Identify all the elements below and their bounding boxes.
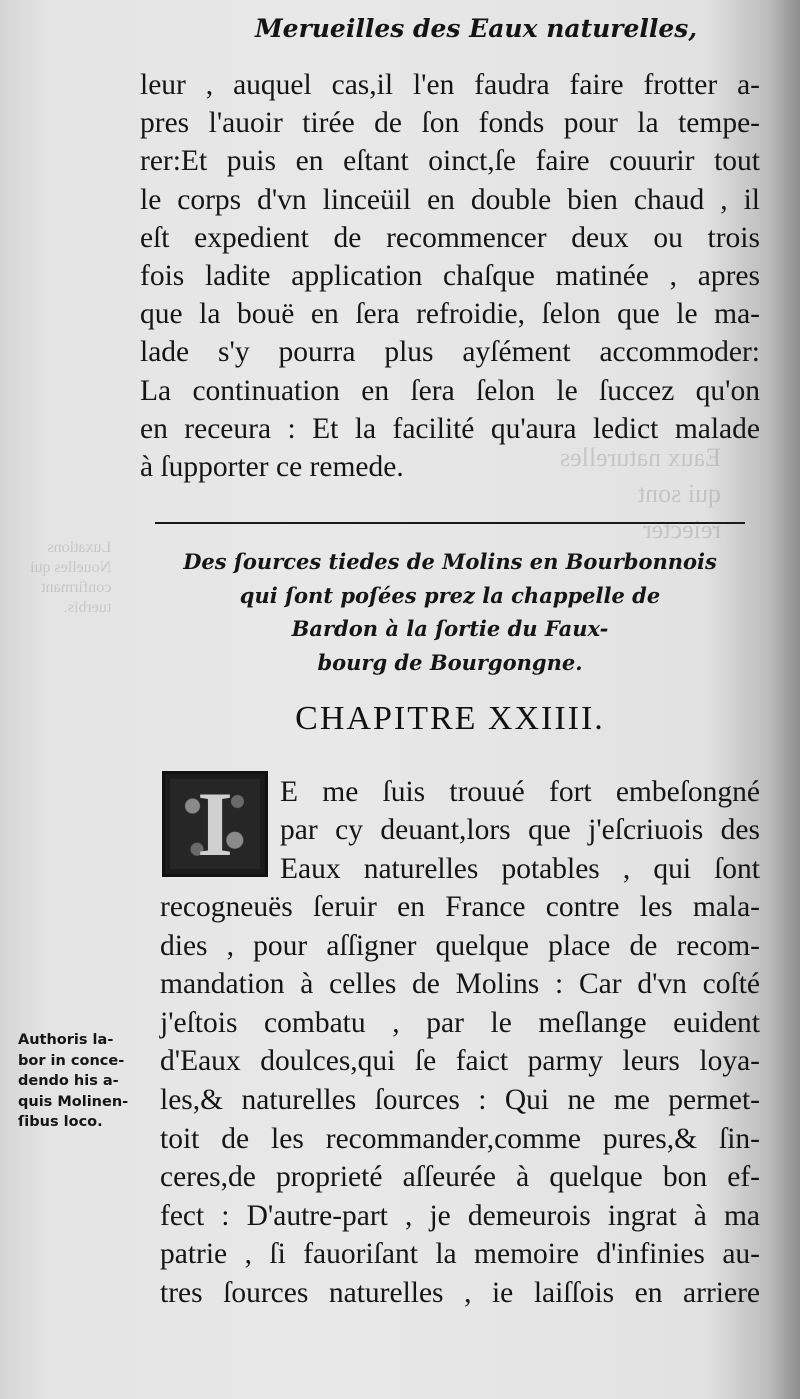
text-line: d'Eaux doulces,qui ſe faict parmy leurs loya-: [160, 1045, 760, 1078]
marginal-line: ſibus loco.: [18, 1114, 103, 1130]
show-through-text: Eaux naturelles qui sont reiecter: [560, 443, 721, 544]
marginal-line: dendo his a-: [18, 1073, 119, 1089]
text-line: par cy deuant,lors que j'eſcriuois des: [280, 814, 760, 847]
text-line: tres ſources naturelles , ie laiſſois en arriere: [160, 1276, 760, 1309]
text-line: La continuation en ſera ſelon le ſuccez qu'on: [140, 374, 760, 407]
section-subtitle: [155, 545, 745, 679]
marginal-note: [18, 1030, 158, 1133]
text-line: en receura : Et la facilité qu'aura ledict malade: [140, 412, 760, 445]
show-through-text: Luxations Nouelles qui confirmant tuerbis.: [30, 539, 112, 616]
text-line: fect : D'autre-part , je demeurois ingrat à ma: [160, 1199, 760, 1232]
chapter-body: [160, 888, 760, 1313]
text-line: recogneuës ſeruir en France contre les mala-: [160, 891, 760, 923]
top-paragraph: [140, 66, 760, 486]
ornamental-initial: [162, 771, 268, 877]
marginal-line: bor in conce-: [18, 1052, 125, 1069]
text-line: pres l'auoir tirée de ſon fonds pour la tempe-: [140, 107, 760, 140]
text-line: patrie , ſi fauoriſant la memoire d'infinies au-: [160, 1238, 760, 1271]
text-line: toit de les recommander,comme pures,& ſin-: [160, 1122, 760, 1155]
text-line: lade s'y pourra plus ayſément accommoder:: [140, 336, 760, 369]
text-line: les,& naturelles ſources : Qui ne me permet-: [160, 1083, 760, 1116]
text-line: Eaux naturelles potables , qui ſont: [280, 852, 760, 885]
subtitle-line: Bardon à la ſortie du Faux-: [291, 616, 609, 641]
text-line: à ſupporter ce remede.: [140, 451, 404, 484]
drop-cap-letter: I: [197, 773, 233, 875]
text-line: ceres,de proprieté aſſeurée à quelque bon ef-: [160, 1161, 760, 1194]
text-line: rer:Et puis en eſtant oinct,ſe faire couurir tout: [140, 145, 760, 178]
section-divider: [155, 522, 745, 524]
subtitle-line: bourg de Bourgongne.: [317, 649, 583, 675]
text-line: E me ſuis trouué fort embeſongné: [280, 776, 760, 808]
running-head: Merueilles des Eaux naturelles,: [255, 14, 698, 43]
marginal-line: quis Molinen-: [18, 1093, 129, 1110]
text-line: mandation à celles de Molins : Car d'vn coſté: [160, 968, 760, 1001]
text-line: leur , auquel cas,il l'en faudra faire frotter a-: [140, 69, 760, 101]
chapter-title: CHAPITRE XXIIII.: [295, 700, 605, 737]
text-line: dies , pour aſſigner quelque place de recom-: [160, 929, 760, 962]
marginal-line: Authoris la-: [18, 1032, 114, 1048]
drop-cap-lines: [280, 773, 760, 888]
subtitle-line: qui ſont poſées prez la chappelle de: [239, 582, 661, 608]
subtitle-line: Des ſources tiedes de Molins en Bourbonnois: [183, 549, 717, 574]
text-line: j'eſtois combatu , par le meſlange euident: [160, 1006, 760, 1039]
text-line: le corps d'vn linceüil en double bien chaud , il: [140, 183, 760, 216]
text-line: que la bouë en ſera refroidie, ſelon que le ma-: [140, 298, 760, 331]
text-line: eſt expedient de recommencer deux ou trois: [140, 221, 760, 254]
text-line: fois ladite application chaſque matinée , apres: [140, 260, 760, 293]
